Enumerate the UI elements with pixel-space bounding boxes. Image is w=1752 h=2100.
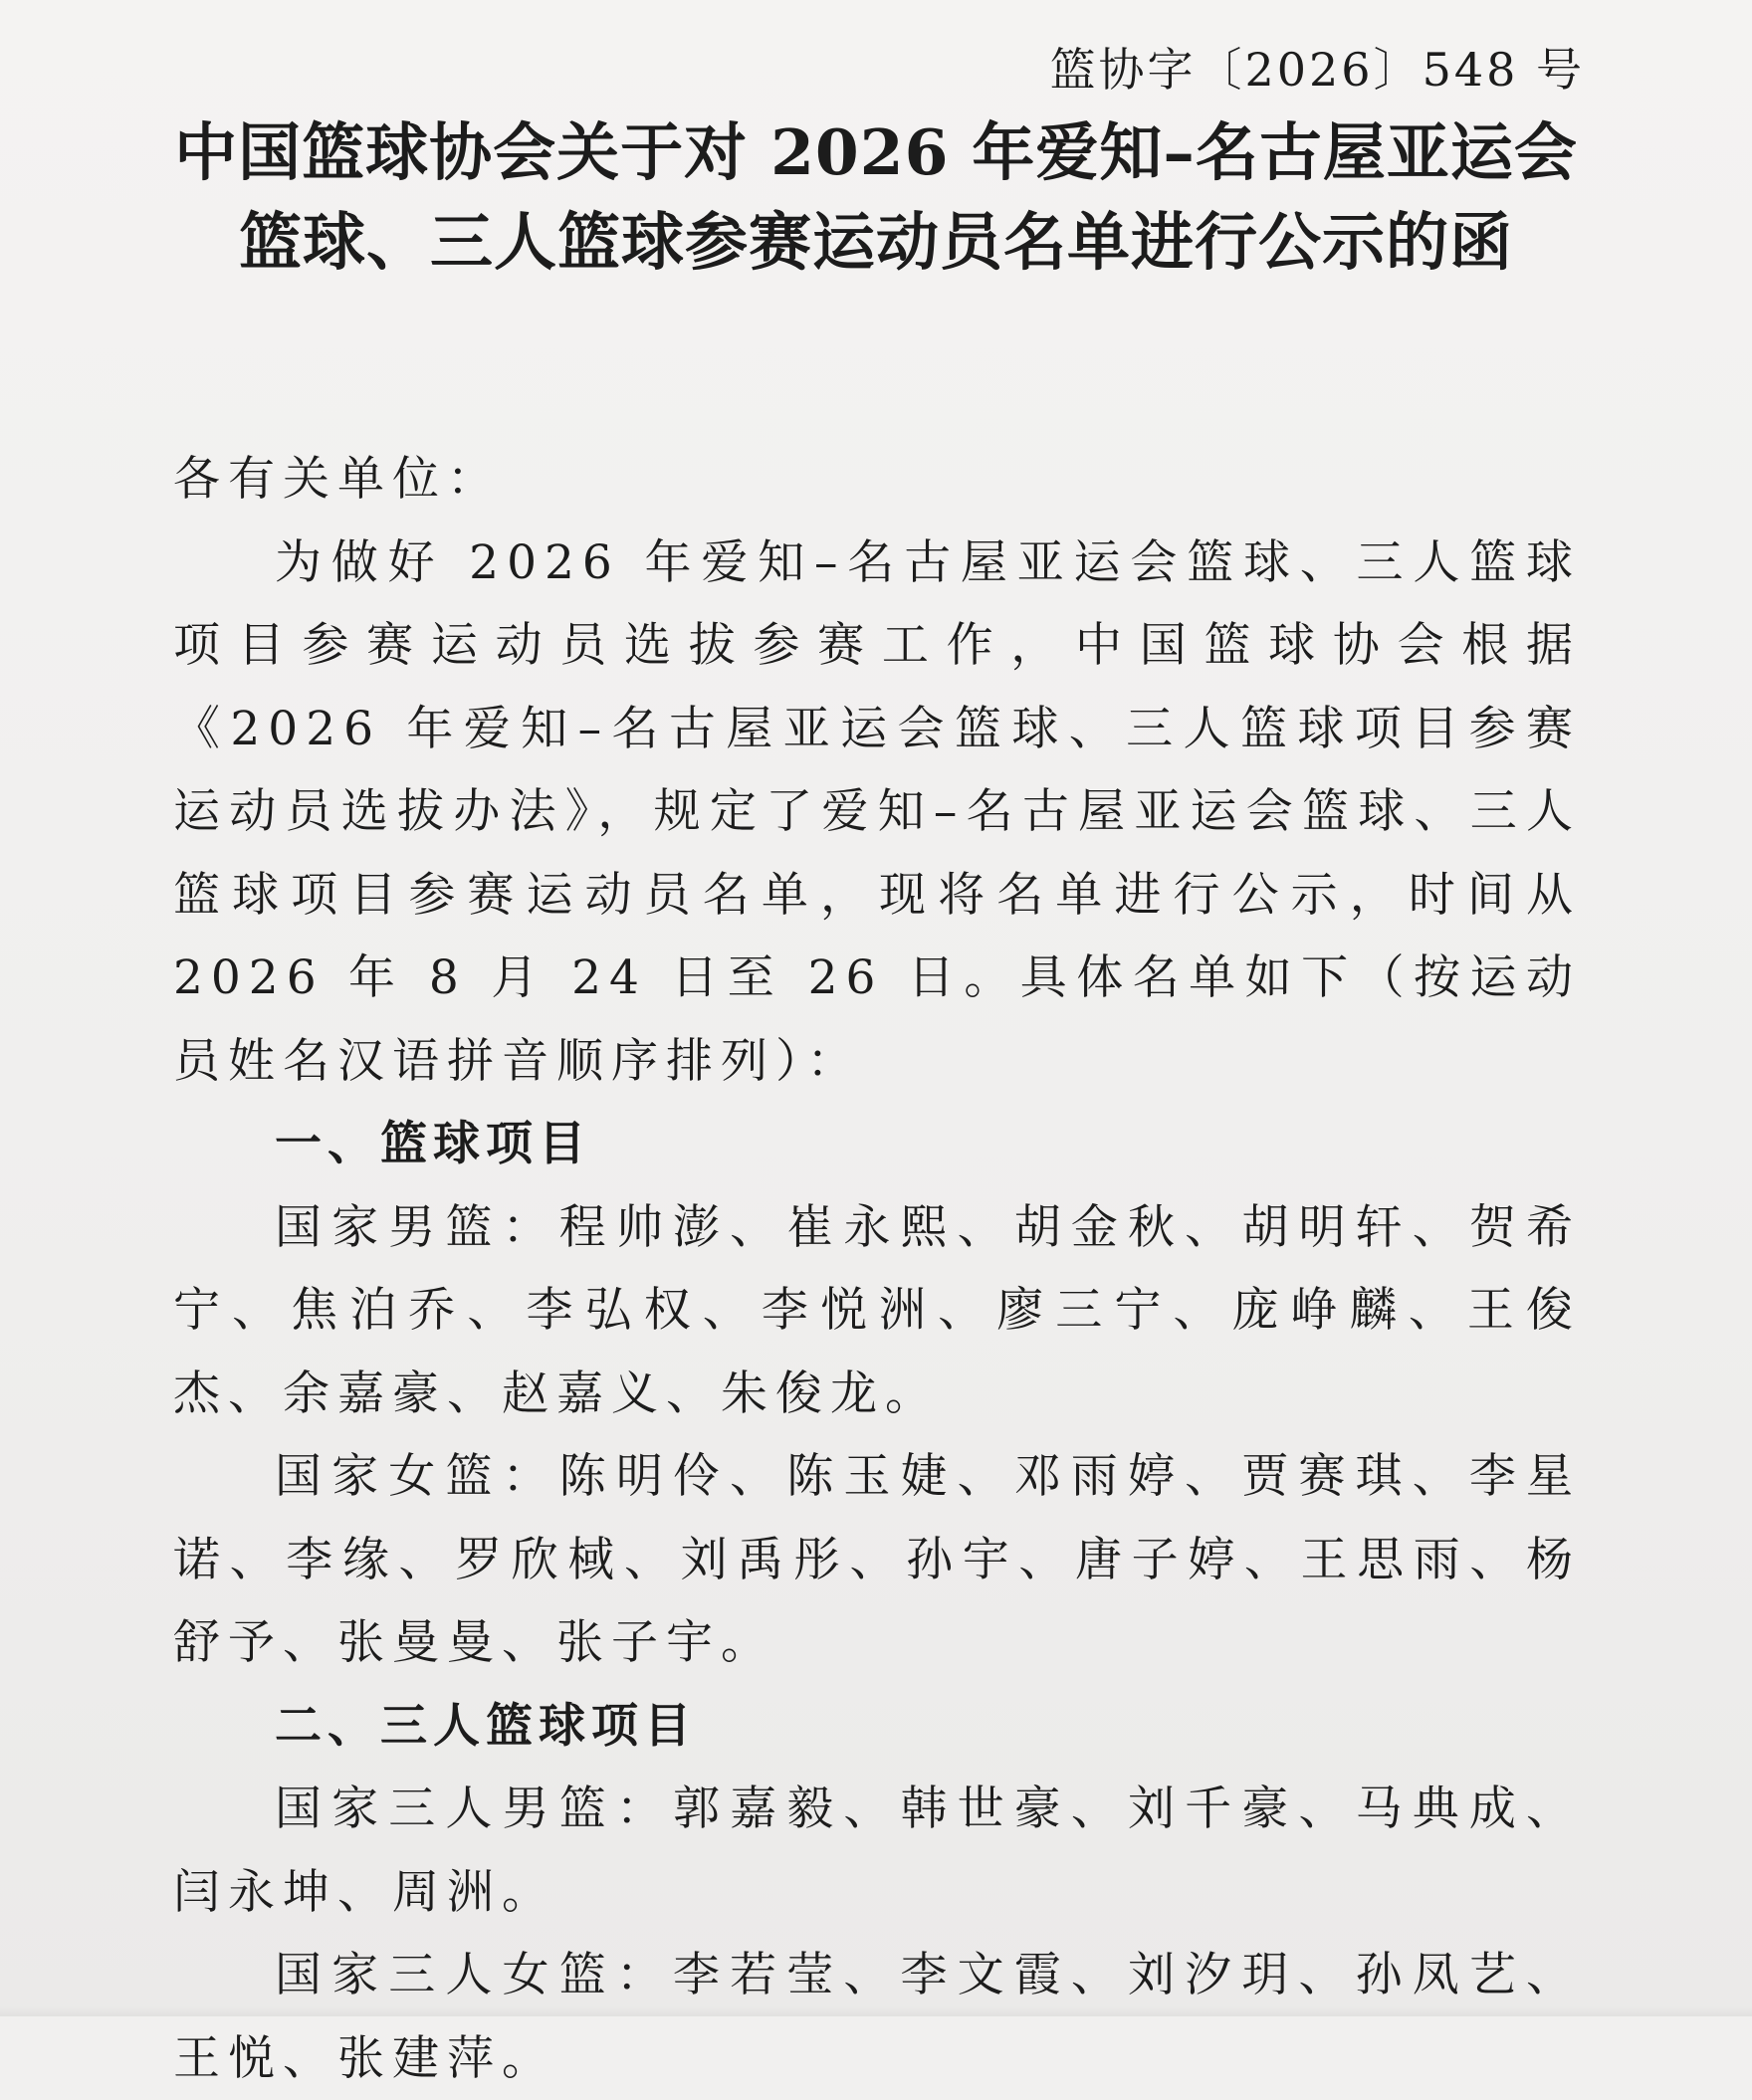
- title-line-1: 中国篮球协会关于对 2026 年爱知–名古屋亚运会: [174, 115, 1578, 189]
- salutation: 各有关单位：: [173, 452, 502, 507]
- roster-women-national-team: 国家女篮：陈明伶、陈玉婕、邓雨婷、贾赛琪、李星诺、李缘、罗欣棫、刘禹彤、孙宇、唐子婷、王思雨、杨舒予、张曼曼、张子宇。: [173, 1449, 1581, 1670]
- intro-paragraph: 为做好 2026 年爱知–名古屋亚运会篮球、三人篮球项目参赛运动员选拔参赛工作，中国篮球协会根据《2026 年爱知–名古屋亚运会篮球、三人篮球项目参赛运动员选拔办法》，规定了爱知–名古屋亚运会篮球、三人篮球项目参赛运动员名单，现将名单进行公示，时间从 2026 年 8 月 24 日至 26 日。具体名单如下（按运动员姓名汉语拼音顺序排列）：: [173, 534, 1581, 1089]
- document-body: [173, 438, 1581, 2100]
- roster-men-national-team: 国家男篮：程帅澎、崔永熙、胡金秋、胡明轩、贺希宁、焦泊乔、李弘权、李悦洲、廖三宁、庞峥麟、王俊杰、余嘉豪、赵嘉义、朱俊龙。: [173, 1199, 1581, 1421]
- section-heading-3x3-basketball: 二、三人篮球项目: [275, 1698, 697, 1754]
- page-bottom-shadow: [0, 2006, 1752, 2016]
- document-title: [0, 107, 1752, 287]
- title-line-2: 篮球、三人篮球参赛运动员名单进行公示的函: [239, 205, 1513, 279]
- roster-women-3x3-team: 国家三人女篮：李若莹、李文霞、刘汐玥、孙凤艺、王悦、张建萍。: [173, 1948, 1581, 2086]
- roster-men-3x3-team: 国家三人男篮：郭嘉毅、韩世豪、刘千豪、马典成、闫永坤、周洲。: [173, 1782, 1581, 1920]
- document-number: 篮协字〔2026〕548 号: [1049, 43, 1585, 97]
- section-heading-basketball: 一、篮球项目: [275, 1117, 591, 1171]
